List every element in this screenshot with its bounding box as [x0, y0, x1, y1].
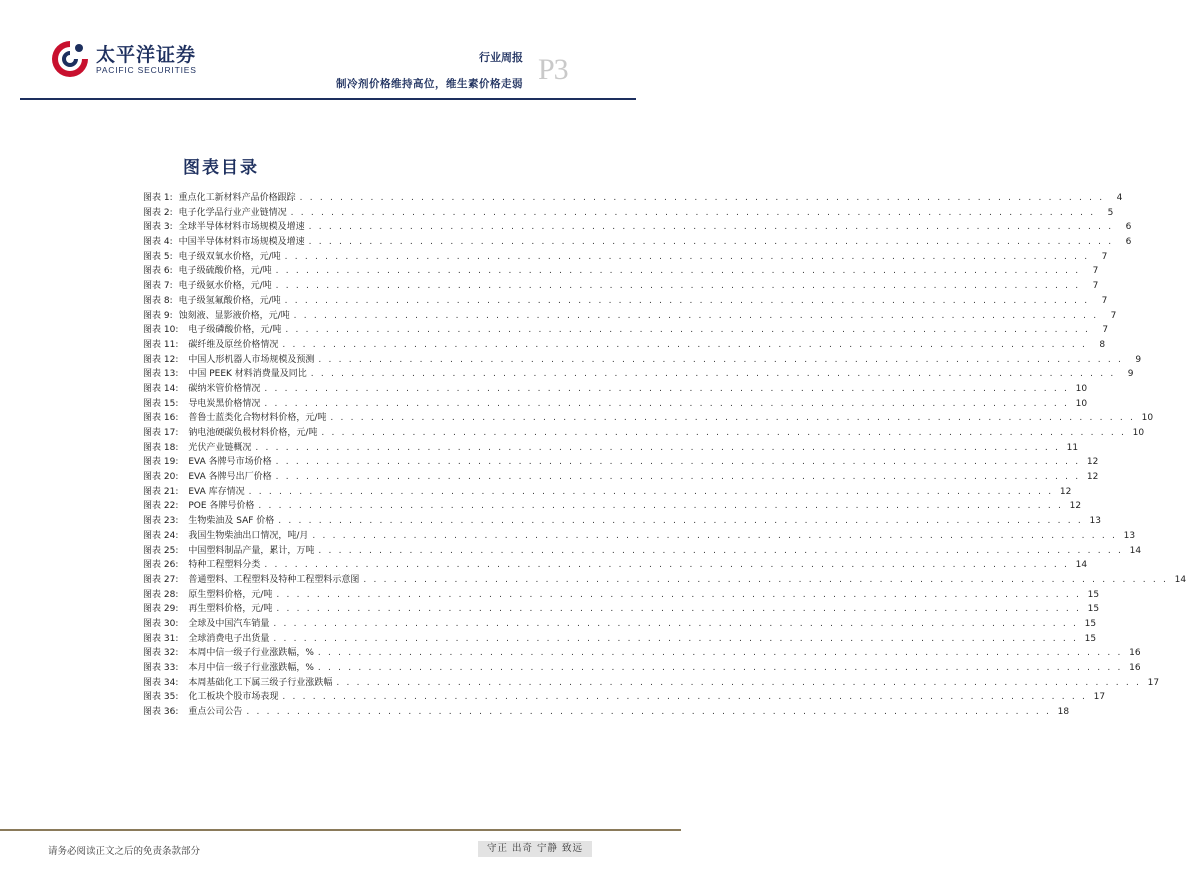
toc-entry-title: 钠电池硬碳负极材料价格，元/吨 — [188, 428, 318, 438]
toc-dot-leader: . . . . . . . . . . . . . . . . . . . . . . . . . . . . . . . . . . . . . . . . . . . . . . . . . . . . . . . . . . . . . . . . . . . . . . . . . . . . . . . . — [276, 604, 1082, 615]
toc-entry-page: 10 — [1141, 413, 1154, 424]
toc-entry-label: 图表 35: — [143, 692, 179, 703]
toc-entry-page: 7 — [1102, 325, 1109, 336]
toc-entry[interactable] — [143, 235, 1132, 250]
toc-entry-title: 电子级硫酸价格，元/吨 — [178, 266, 272, 277]
toc-entry-title: 蚀刻液、显影液价格，元/吨 — [178, 310, 290, 321]
toc-entry-label: 图表 25: — [143, 545, 179, 556]
toc-entry-page: 15 — [1087, 589, 1100, 600]
toc-dot-leader: . . . . . . . . . . . . . . . . . . . . . . . . . . . . . . . . . . . . . . . . . . . . . . . . . . . . . . . . . . . . . . . . . . . . . . . . . . . . . . . . — [312, 530, 1118, 541]
toc-entry-label: 图表 5: — [143, 251, 173, 262]
toc-entry[interactable] — [143, 397, 1088, 412]
toc-entry-title: 化工板块个股市场表现 — [188, 692, 279, 703]
toc-dot-leader: . . . . . . . . . . . . . . . . . . . . . . . . . . . . . . . . . . . . . . . . . . . . . . . . . . . . . . . . . . . . . . . . . . . . . . . . . . . . . . . . — [246, 707, 1052, 718]
toc-dot-leader: . . . . . . . . . . . . . . . . . . . . . . . . . . . . . . . . . . . . . . . . . . . . . . . . . . . . . . . . . . . . . . . . . . . . . . . . . . . . . . . . — [282, 692, 1088, 703]
toc-entry-label: 图表 19: — [143, 457, 179, 468]
toc-entry-title: 再生塑料价格，元/吨 — [188, 604, 273, 615]
toc-entry-title: 中国塑料制品产量，累计，万吨 — [188, 545, 315, 556]
toc-entry-page: 6 — [1125, 237, 1132, 248]
toc-entry-title: EVA 各牌号出厂价格 — [188, 472, 272, 483]
toc-dot-leader: . . . . . . . . . . . . . . . . . . . . . . . . . . . . . . . . . . . . . . . . . . . . . . . . . . . . . . . . . . . . . . . . . . . . . . . . . . . . . . . . — [248, 486, 1054, 497]
toc-entry-page: 12 — [1059, 486, 1072, 497]
toc-entry-title: 中国人形机器人市场规模及预测 — [188, 354, 315, 365]
toc-entry-label: 图表 6: — [143, 266, 173, 277]
toc-dot-leader: . . . . . . . . . . . . . . . . . . . . . . . . . . . . . . . . . . . . . . . . . . . . . . . . . . . . . . . . . . . . . . . . . . . . . . . . . . . . . . . . — [308, 222, 1114, 233]
toc-dot-leader: . . . . . . . . . . . . . . . . . . . . . . . . . . . . . . . . . . . . . . . . . . . . . . . . . . . . . . . . . . . . . . . . . . . . . . . . . . . . . . . . — [318, 545, 1124, 556]
page-number: P3 — [538, 53, 568, 86]
toc-entry[interactable] — [143, 690, 1106, 705]
toc-entry-label: 图表 15: — [143, 398, 179, 409]
toc-dot-leader: . . . . . . . . . . . . . . . . . . . . . . . . . . . . . . . . . . . . . . . . . . . . . . . . . . . . . . . . . . . . . . . . . . . . . . . . . . . . . . . . — [330, 413, 1136, 424]
toc-entry[interactable] — [143, 323, 1109, 338]
toc-entry-title: 光伏产业链概况 — [188, 442, 252, 453]
toc-entry-page: 12 — [1069, 501, 1082, 512]
toc-entry-page: 18 — [1057, 707, 1070, 718]
toc-dot-leader: . . . . . . . . . . . . . . . . . . . . . . . . . . . . . . . . . . . . . . . . . . . . . . . . . . . . . . . . . . . . . . . . . . . . . . . . . . . . . . . . — [264, 560, 1070, 571]
toc-dot-leader: . . . . . . . . . . . . . . . . . . . . . . . . . . . . . . . . . . . . . . . . . . . . . . . . . . . . . . . . . . . . . . . . . . . . . . . . . . . . . . . . — [317, 663, 1123, 673]
logo-chinese-name: 太平洋证券 — [96, 44, 197, 66]
toc-entry-title: 全球消费电子出货量 — [188, 633, 270, 644]
toc-dot-leader: . . . . . . . . . . . . . . . . . . . . . . . . . . . . . . . . . . . . . . . . . . . . . . . . . . . . . . . . . . . . . . . . . . . . . . . . . . . . . . . . — [275, 457, 1081, 468]
toc-dot-leader: . . . . . . . . . . . . . . . . . . . . . . . . . . . . . . . . . . . . . . . . . . . . . . . . . . . . . . . . . . . . . . . . . . . . . . . . . . . . . . . . — [293, 310, 1099, 321]
toc-dot-leader: . . . . . . . . . . . . . . . . . . . . . . . . . . . . . . . . . . . . . . . . . . . . . . . . . . . . . . . . . . . . . . . . . . . . . . . . . . . . . . . . — [284, 295, 1090, 306]
toc-entry-label: 图表 36: — [143, 707, 179, 718]
toc-entry-label: 图表 17: — [143, 428, 179, 438]
toc-entry-title: 电子级氨水价格，元/吨 — [178, 281, 272, 292]
report-title: 制冷剂价格维持高位，维生素价格走弱 — [336, 78, 523, 90]
toc-entry[interactable] — [143, 441, 1079, 456]
toc-entry-page: 10 — [1075, 383, 1088, 394]
toc-dot-leader: . . . . . . . . . . . . . . . . . . . . . . . . . . . . . . . . . . . . . . . . . . . . . . . . . . . . . . . . . . . . . . . . . . . . . . . . . . . . . . . . — [363, 574, 1169, 585]
toc-entry-label: 图表 11: — [143, 339, 179, 350]
toc-entry-title: 导电炭黑价格情况 — [188, 398, 261, 409]
toc-entry[interactable] — [143, 411, 1154, 426]
toc-entry[interactable] — [143, 353, 1142, 368]
toc-dot-leader: . . . . . . . . . . . . . . . . . . . . . . . . . . . . . . . . . . . . . . . . . . . . . . . . . . . . . . . . . . . . . . . . . . . . . . . . . . . . . . . . — [321, 428, 1127, 438]
toc-dot-leader: . . . . . . . . . . . . . . . . . . . . . . . . . . . . . . . . . . . . . . . . . . . . . . . . . . . . . . . . . . . . . . . . . . . . . . . . . . . . . . . . — [318, 354, 1124, 365]
toc-entry-page: 16 — [1129, 648, 1141, 659]
toc-dot-leader: . . . . . . . . . . . . . . . . . . . . . . . . . . . . . . . . . . . . . . . . . . . . . . . . . . . . . . . . . . . . . . . . . . . . . . . . . . . . . . . . — [264, 398, 1070, 409]
toc-dot-leader: . . . . . . . . . . . . . . . . . . . . . . . . . . . . . . . . . . . . . . . . . . . . . . . . . . . . . . . . . . . . . . . . . . . . . . . . . . . . . . . . — [273, 618, 1079, 629]
toc-entry-page: 7 — [1110, 310, 1117, 321]
toc-entry-label: 图表 4: — [143, 237, 173, 248]
toc-entry-label: 图表 26: — [143, 560, 179, 571]
toc-title: 图表目录 — [183, 158, 259, 178]
toc-entry-title: 电子级磷酸价格，元/吨 — [188, 325, 282, 336]
toc-entry-label: 图表 12: — [143, 354, 179, 365]
toc-entry[interactable] — [143, 705, 1070, 720]
toc-entry-page: 6 — [1125, 222, 1132, 233]
toc-entry[interactable] — [143, 558, 1088, 573]
toc-entry-label: 图表 8: — [143, 295, 173, 306]
toc-entry-page: 9 — [1135, 354, 1142, 365]
toc-entry[interactable] — [143, 499, 1082, 514]
toc-entry-label: 图表 18: — [143, 442, 179, 453]
toc-entry-label: 图表 32: — [143, 648, 179, 659]
toc-entry-page: 14 — [1129, 545, 1142, 556]
toc-entry[interactable] — [143, 676, 1160, 691]
toc-dot-leader: . . . . . . . . . . . . . . . . . . . . . . . . . . . . . . . . . . . . . . . . . . . . . . . . . . . . . . . . . . . . . . . . . . . . . . . . . . . . . . . . — [308, 237, 1114, 248]
toc-entry-label: 图表 23: — [143, 516, 179, 527]
toc-entry-title: 特种工程塑料分类 — [188, 560, 261, 571]
report-type: 行业周报 — [479, 51, 523, 64]
toc-entry-label: 图表 16: — [143, 413, 179, 424]
toc-entry[interactable] — [143, 544, 1142, 559]
toc-entry[interactable] — [143, 661, 1141, 676]
toc-entry-title: 普通塑料、工程塑料及特种工程塑料示意图 — [188, 574, 360, 585]
toc-entry[interactable] — [143, 206, 1114, 221]
toc-entry-page: 8 — [1099, 339, 1106, 350]
toc-entry-page: 12 — [1086, 472, 1099, 483]
toc-dot-leader: . . . . . . . . . . . . . . . . . . . . . . . . . . . . . . . . . . . . . . . . . . . . . . . . . . . . . . . . . . . . . . . . . . . . . . . . . . . . . . . . — [310, 369, 1116, 380]
toc-entry-title: 中国半导体材料市场规模及增速 — [178, 237, 305, 248]
toc-entry[interactable] — [143, 646, 1141, 661]
toc-dot-leader: . . . . . . . . . . . . . . . . . . . . . . . . . . . . . . . . . . . . . . . . . . . . . . . . . . . . . . . . . . . . . . . . . . . . . . . . . . . . . . . . — [258, 501, 1064, 512]
toc-entry-label: 图表 28: — [143, 589, 179, 600]
toc-entry-title: 本周基础化工下属三级子行业涨跌幅 — [188, 677, 333, 688]
toc-entry-label: 图表 9: — [143, 310, 173, 321]
toc-entry-page: 11 — [1066, 442, 1079, 453]
toc-entry-title: 普鲁士蓝类化合物材料价格，元/吨 — [188, 413, 327, 424]
toc-entry-label: 图表 3: — [143, 222, 173, 233]
toc-entry-page: 16 — [1129, 663, 1141, 673]
toc-entry[interactable] — [143, 338, 1106, 353]
toc-entry-label: 图表 31: — [143, 633, 179, 644]
toc-entry-label: 图表 2: — [143, 207, 173, 218]
toc-entry-title: 本月中信一级子行业涨跌幅，% — [188, 663, 314, 673]
footer-disclaimer: 请务必阅读正文之后的免责条款部分 — [48, 846, 201, 857]
toc-entry-label: 图表 29: — [143, 604, 179, 615]
toc-entry-label: 图表 27: — [143, 574, 179, 585]
toc-entry-page: 7 — [1092, 266, 1099, 277]
toc-entry[interactable] — [143, 309, 1117, 324]
toc-entry[interactable] — [143, 367, 1134, 382]
toc-entry-page: 7 — [1101, 251, 1108, 262]
toc-entry[interactable] — [143, 514, 1101, 529]
toc-dot-leader: . . . . . . . . . . . . . . . . . . . . . . . . . . . . . . . . . . . . . . . . . . . . . . . . . . . . . . . . . . . . . . . . . . . . . . . . . . . . . . . . — [336, 677, 1142, 688]
toc-entry-label: 图表 24: — [143, 530, 179, 541]
toc-dot-leader: . . . . . . . . . . . . . . . . . . . . . . . . . . . . . . . . . . . . . . . . . . . . . . . . . . . . . . . . . . . . . . . . . . . . . . . . . . . . . . . . — [278, 516, 1083, 527]
toc-entry-label: 图表 14: — [143, 383, 179, 394]
toc-entry[interactable] — [143, 382, 1088, 397]
toc-entry-label: 图表 1: — [143, 193, 173, 203]
toc-entry-title: 碳纤维及原丝价格情况 — [188, 339, 279, 350]
footer-divider — [0, 829, 681, 831]
toc-dot-leader: . . . . . . . . . . . . . . . . . . . . . . . . . . . . . . . . . . . . . . . . . . . . . . . . . . . . . . . . . . . . . . . . . . . . . . . . . . . . . . . . — [317, 648, 1123, 659]
toc-entry-label: 图表 34: — [143, 677, 179, 688]
toc-entry-title: 电子级氢氟酸价格，元/吨 — [178, 295, 281, 306]
toc-entry-title: 我国生物柴油出口情况，吨/月 — [188, 530, 309, 541]
company-logo — [49, 38, 269, 86]
toc-entry-page: 17 — [1147, 677, 1160, 688]
toc-dot-leader: . . . . . . . . . . . . . . . . . . . . . . . . . . . . . . . . . . . . . . . . . . . . . . . . . . . . . . . . . . . . . . . . . . . . . . . . . . . . . . . . — [284, 251, 1090, 262]
toc-entry-label: 图表 30: — [143, 618, 179, 629]
toc-entry[interactable] — [143, 573, 1186, 588]
toc-entry-title: 重点化工新材料产品价格跟踪 — [178, 193, 296, 203]
toc-entry-label: 图表 7: — [143, 281, 173, 292]
toc-dot-leader: . . . . . . . . . . . . . . . . . . . . . . . . . . . . . . . . . . . . . . . . . . . . . . . . . . . . . . . . . . . . . . . . . . . . . . . . . . . . . . . . — [264, 383, 1070, 394]
toc-entry-title: EVA 各牌号市场价格 — [188, 457, 272, 468]
toc-entry-label: 图表 10: — [143, 325, 179, 336]
toc-entry-label: 图表 13: — [143, 369, 179, 380]
toc-entry-page: 15 — [1084, 633, 1097, 644]
toc-dot-leader: . . . . . . . . . . . . . . . . . . . . . . . . . . . . . . . . . . . . . . . . . . . . . . . . . . . . . . . . . . . . . . . . . . . . . . . . . . . . . . . . — [255, 442, 1061, 453]
toc-entry-page: 10 — [1132, 428, 1145, 438]
toc-entry-page: 13 — [1089, 516, 1101, 527]
toc-entry[interactable] — [143, 470, 1099, 485]
toc-entry-label: 图表 22: — [143, 501, 179, 512]
toc-dot-leader: . . . . . . . . . . . . . . . . . . . . . . . . . . . . . . . . . . . . . . . . . . . . . . . . . . . . . . . . . . . . . . . . . . . . . . . . . . . . . . . . — [275, 281, 1081, 292]
toc-entry-title: 重点公司公告 — [188, 707, 243, 718]
toc-entry-title: 生物柴油及 SAF 价格 — [188, 516, 275, 527]
toc-entry-page: 7 — [1092, 281, 1099, 292]
toc-dot-leader: . . . . . . . . . . . . . . . . . . . . . . . . . . . . . . . . . . . . . . . . . . . . . . . . . . . . . . . . . . . . . . . . . . . . . . . . . . . . . . . . — [275, 266, 1081, 277]
toc-entry[interactable] — [143, 250, 1108, 265]
toc-entry[interactable] — [143, 617, 1097, 632]
toc-entry-title: 本周中信一级子行业涨跌幅，% — [188, 648, 314, 659]
logo-english-name: PACIFIC SECURITIES — [96, 65, 197, 75]
toc-entry[interactable] — [143, 529, 1136, 544]
toc-entry-page: 4 — [1116, 193, 1123, 203]
toc-entry-title: EVA 库存情况 — [188, 486, 245, 497]
toc-entry-label: 图表 20: — [143, 472, 179, 483]
toc-entry-page: 14 — [1174, 574, 1186, 585]
toc-entry-page: 13 — [1123, 530, 1136, 541]
toc-entry-page: 14 — [1075, 560, 1088, 571]
toc-entry-page: 5 — [1107, 207, 1114, 218]
toc-dot-leader: . . . . . . . . . . . . . . . . . . . . . . . . . . . . . . . . . . . . . . . . . . . . . . . . . . . . . . . . . . . . . . . . . . . . . . . . . . . . . . . . — [282, 339, 1088, 350]
toc-entry-page: 15 — [1087, 604, 1100, 615]
toc-entry[interactable] — [143, 632, 1097, 647]
toc-entry-title: POE 各牌号价格 — [188, 501, 255, 512]
toc-dot-leader: . . . . . . . . . . . . . . . . . . . . . . . . . . . . . . . . . . . . . . . . . . . . . . . . . . . . . . . . . . . . . . . . . . . . . . . . . . . . . . . . — [299, 193, 1105, 203]
toc-entry-page: 9 — [1127, 369, 1134, 380]
toc-entry-page: 17 — [1093, 692, 1106, 703]
toc-entry[interactable] — [143, 602, 1100, 617]
toc-dot-leader: . . . . . . . . . . . . . . . . . . . . . . . . . . . . . . . . . . . . . . . . . . . . . . . . . . . . . . . . . . . . . . . . . . . . . . . . . . . . . . . . — [275, 472, 1081, 483]
toc-list — [143, 191, 1186, 720]
toc-entry-title: 电子级双氧水价格，元/吨 — [178, 251, 281, 262]
toc-entry-page: 15 — [1084, 618, 1097, 629]
toc-entry-title: 原生塑料价格，元/吨 — [188, 589, 273, 600]
toc-entry-label: 图表 21: — [143, 486, 179, 497]
toc-entry-title: 碳纳米管价格情况 — [188, 383, 261, 394]
toc-entry[interactable] — [143, 279, 1099, 294]
header-divider — [20, 98, 636, 100]
pacific-securities-logo-icon — [49, 38, 91, 80]
toc-dot-leader: . . . . . . . . . . . . . . . . . . . . . . . . . . . . . . . . . . . . . . . . . . . . . . . . . . . . . . . . . . . . . . . . . . . . . . . . . . . . . . . . — [290, 207, 1096, 218]
toc-entry-title: 中国 PEEK 材料消费量及同比 — [188, 369, 307, 380]
toc-entry[interactable] — [143, 191, 1123, 206]
toc-dot-leader: . . . . . . . . . . . . . . . . . . . . . . . . . . . . . . . . . . . . . . . . . . . . . . . . . . . . . . . . . . . . . . . . . . . . . . . . . . . . . . . . — [285, 325, 1091, 336]
toc-entry[interactable] — [143, 455, 1099, 470]
toc-entry-title: 全球及中国汽车销量 — [188, 618, 270, 629]
toc-entry-page: 12 — [1086, 457, 1099, 468]
toc-entry-page: 7 — [1101, 295, 1108, 306]
toc-entry-label: 图表 33: — [143, 663, 179, 673]
toc-entry-title: 电子化学品行业产业链情况 — [178, 207, 287, 218]
toc-dot-leader: . . . . . . . . . . . . . . . . . . . . . . . . . . . . . . . . . . . . . . . . . . . . . . . . . . . . . . . . . . . . . . . . . . . . . . . . . . . . . . . . — [273, 633, 1079, 644]
toc-entry[interactable] — [143, 426, 1145, 441]
toc-entry[interactable] — [143, 294, 1108, 309]
toc-entry-title: 全球半导体材料市场规模及增速 — [178, 222, 305, 233]
toc-entry[interactable] — [143, 485, 1072, 500]
footer-motto: 守正 出奇 宁静 致远 — [478, 841, 592, 857]
toc-dot-leader: . . . . . . . . . . . . . . . . . . . . . . . . . . . . . . . . . . . . . . . . . . . . . . . . . . . . . . . . . . . . . . . . . . . . . . . . . . . . . . . . — [276, 589, 1082, 600]
toc-entry-page: 10 — [1075, 398, 1088, 409]
toc-entry[interactable] — [143, 220, 1132, 235]
toc-entry[interactable] — [143, 264, 1099, 279]
toc-entry[interactable] — [143, 588, 1100, 603]
